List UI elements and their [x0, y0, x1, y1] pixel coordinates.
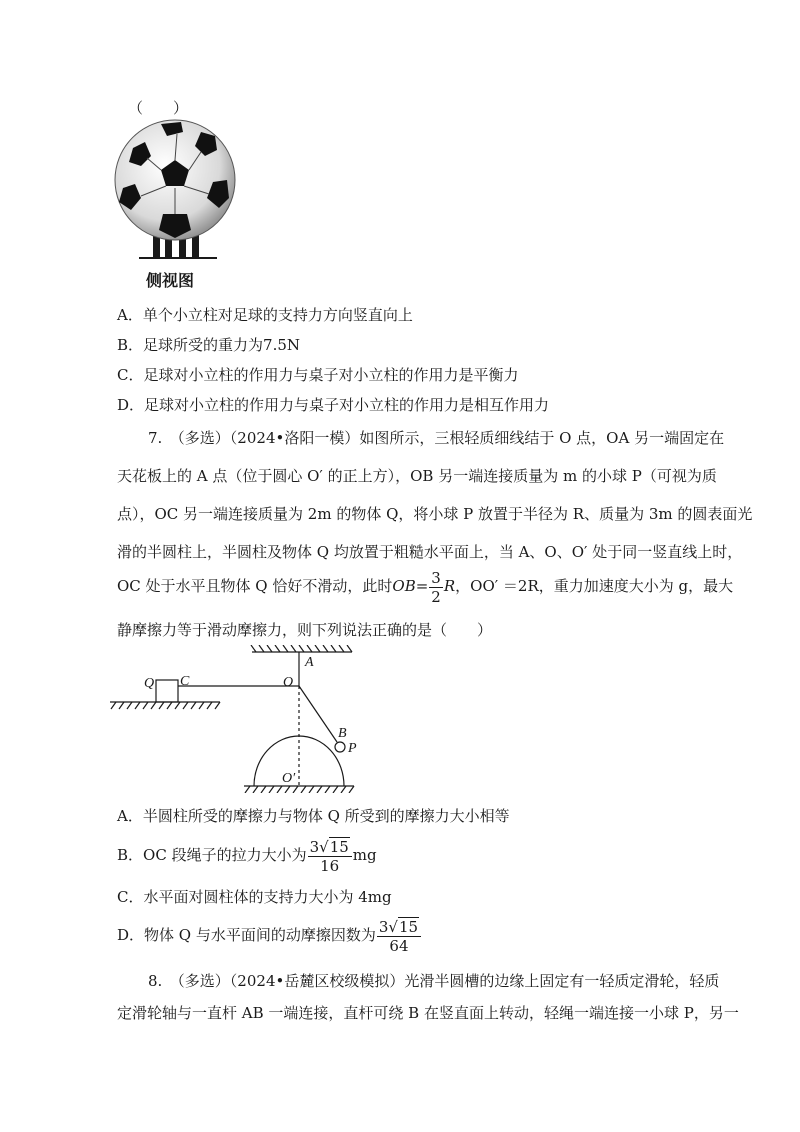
- q7-option-d-radicand: 15: [398, 917, 419, 936]
- q7-equals: =: [415, 577, 429, 595]
- label-b: B: [338, 726, 347, 741]
- q7-line5-prefix: OC 处于水平且物体 Q 恰好不滑动，此时: [117, 577, 393, 595]
- q7-option-d-fraction: [377, 918, 421, 955]
- q7-ob-fraction: [429, 569, 443, 606]
- q7-option-b-suffix: mg: [352, 846, 377, 864]
- soccer-ball: [115, 120, 235, 240]
- sqrt-icon: √: [319, 837, 329, 856]
- q7-stem-line2: 天花板上的 A 点（位于圆心 O′ 的正上方），OB 另一端连接质量为 m 的小球 P（可视为质: [117, 467, 717, 485]
- q7-stem-line5: [117, 568, 733, 606]
- q7-r-symbol: R: [443, 577, 456, 595]
- ground-right-hatch: [245, 786, 354, 793]
- q7-line5-suffix: ，OO′ ＝2R，重力加速度大小为 g，最大: [455, 577, 734, 595]
- ceiling-hatch: [251, 645, 352, 652]
- q6-option-c: C．足球对小立柱的作用力与桌子对小立柱的作用力是平衡力: [117, 366, 519, 384]
- label-q: Q: [144, 676, 155, 691]
- q7-stem-line6: 静摩擦力等于滑动摩擦力，则下列说法正确的是（ ）: [117, 621, 493, 639]
- q7-option-a: A．半圆柱所受的摩擦力与物体 Q 所受到的摩擦力大小相等: [117, 807, 510, 825]
- q7-ob-numerator: 3: [431, 568, 441, 587]
- q7-option-d-coef: 3: [378, 917, 389, 936]
- soccer-ball-figure: [105, 118, 245, 263]
- label-o-prime: O′: [282, 771, 296, 786]
- figure-caption: 侧视图: [146, 271, 195, 290]
- block-q: [156, 680, 178, 702]
- label-o: O: [283, 675, 294, 690]
- q6-answer-bracket: （ ）: [128, 99, 189, 117]
- q6-option-b: B．足球所受的重力为7.5N: [117, 336, 301, 354]
- q7-stem-line1: 7. （多选）（2024•洛阳一模）如图所示，三根轻质细线结于 O 点，OA 另一端固定在: [148, 429, 725, 447]
- label-p: P: [348, 741, 357, 756]
- rope-ob: [299, 686, 337, 742]
- q8-stem-line2: 定滑轮轴与一直杆 AB 一端连接，直杆可绕 B 在竖直面上转动，轻绳一端连接一小球 P，另一: [117, 1004, 739, 1022]
- q7-option-d-prefix: D．物体 Q 与水平面间的动摩擦因数为: [117, 926, 376, 944]
- q7-option-b-denominator: 16: [320, 856, 340, 875]
- q7-diagram: [110, 645, 470, 793]
- q6-option-d: D．足球对小立柱的作用力与桌子对小立柱的作用力是相互作用力: [117, 396, 550, 414]
- q7-option-b-radicand: 15: [329, 837, 349, 856]
- ball-p: [335, 742, 345, 752]
- q7-option-b-numerator: [308, 838, 352, 857]
- sqrt-icon: √: [388, 917, 398, 936]
- q7-option-d-numerator: [377, 918, 421, 937]
- q7-option-b-fraction: [308, 838, 352, 875]
- q7-stem-line3: 点），OC 另一端连接质量为 2m 的物体 Q，将小球 P 放置于半径为 R、质量为 3m 的圆表面光: [117, 505, 753, 523]
- q7-option-b-coef: 3: [309, 837, 320, 856]
- q7-ob-denominator: 2: [431, 587, 441, 606]
- q7-option-c: C．水平面对圆柱体的支持力大小为 4mg: [117, 888, 392, 906]
- label-c: C: [180, 674, 190, 689]
- q8-stem-line1: 8. （多选）（2024•岳麓区校级模拟）光滑半圆槽的边缘上固定有一轻质定滑轮，轻质: [148, 972, 720, 990]
- q7-option-d-sqrt: [388, 918, 419, 936]
- q7-option-b-prefix: B．OC 段绳子的拉力大小为: [117, 846, 307, 864]
- ground-left-hatch: [111, 702, 220, 709]
- q7-stem-line4: 滑的半圆柱上，半圆柱及物体 Q 均放置于粗糙水平面上，当 A、O、O′ 处于同一竖直线上时，: [117, 543, 743, 561]
- q7-option-d-denominator: 64: [389, 936, 409, 955]
- q7-option-b-sqrt: [319, 838, 350, 856]
- q7-option-b: [117, 836, 377, 875]
- q6-option-a: A．单个小立柱对足球的支持力方向竖直向上: [117, 306, 413, 324]
- q7-ob-symbol: OB: [392, 577, 416, 595]
- q7-option-d: [117, 916, 422, 955]
- label-a: A: [305, 655, 314, 670]
